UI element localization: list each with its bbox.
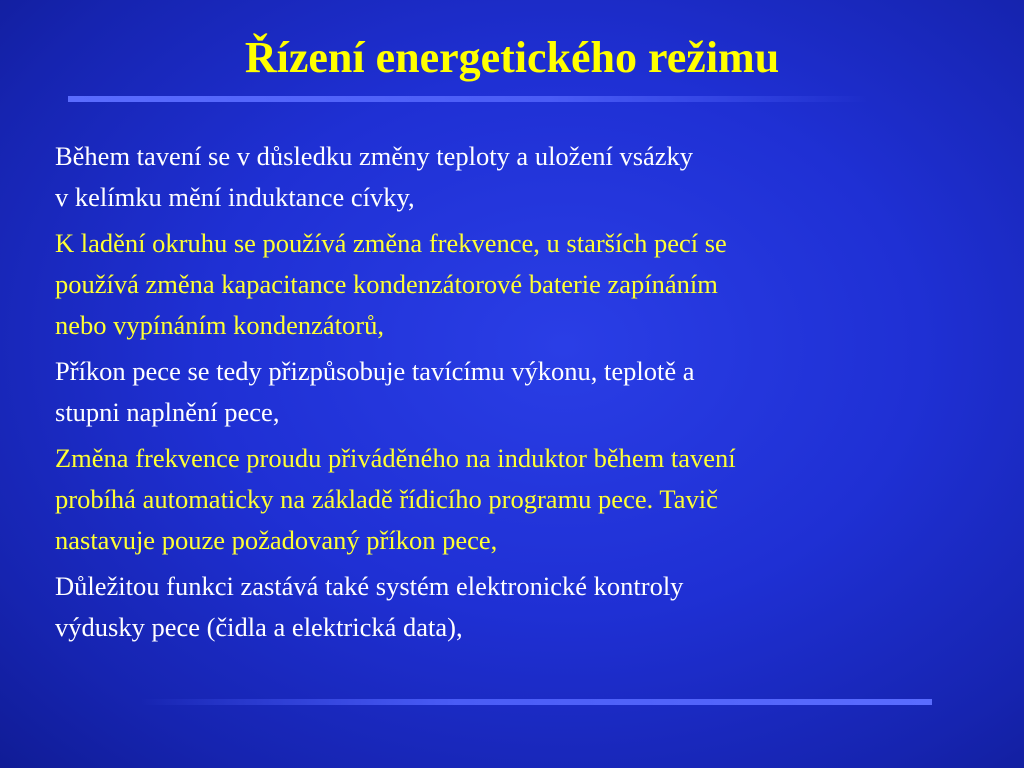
paragraph-line: Důležitou funkci zastává také systém elektronické kontroly xyxy=(55,571,684,601)
paragraph-line: nebo vypínáním kondenzátorů, xyxy=(55,310,384,340)
footer-rule xyxy=(140,699,932,705)
paragraph-line: Během tavení se v důsledku změny teploty a uložení vsázky xyxy=(55,141,694,171)
paragraph-line: K ladění okruhu se používá změna frekvence, u starších pecí se xyxy=(55,228,727,258)
paragraph-line: v kelímku mění induktance cívky, xyxy=(55,182,415,212)
slide-body xyxy=(55,136,975,653)
paragraph-line: probíhá automaticky na základě řídicího programu pece. Tavič xyxy=(55,484,718,514)
paragraph-line: nastavuje pouze požadovaný příkon pece, xyxy=(55,525,498,555)
paragraph-4 xyxy=(55,438,975,561)
paragraph-line: výdusky pece (čidla a elektrická data), xyxy=(55,612,463,642)
paragraph-line: Příkon pece se tedy přizpůsobuje tavícímu výkonu, teplotě a xyxy=(55,356,695,386)
paragraph-5 xyxy=(55,566,975,648)
paragraph-line: stupni naplnění pece, xyxy=(55,397,280,427)
title-underline xyxy=(68,96,868,102)
paragraph-3 xyxy=(55,351,975,433)
slide-title: Řízení energetického režimu xyxy=(244,33,780,82)
paragraph-1 xyxy=(55,136,975,218)
paragraph-line: Změna frekvence proudu přiváděného na induktor během tavení xyxy=(55,443,736,473)
paragraph-line: používá změna kapacitance kondenzátorové baterie zapínáním xyxy=(55,269,718,299)
paragraph-2 xyxy=(55,223,975,346)
